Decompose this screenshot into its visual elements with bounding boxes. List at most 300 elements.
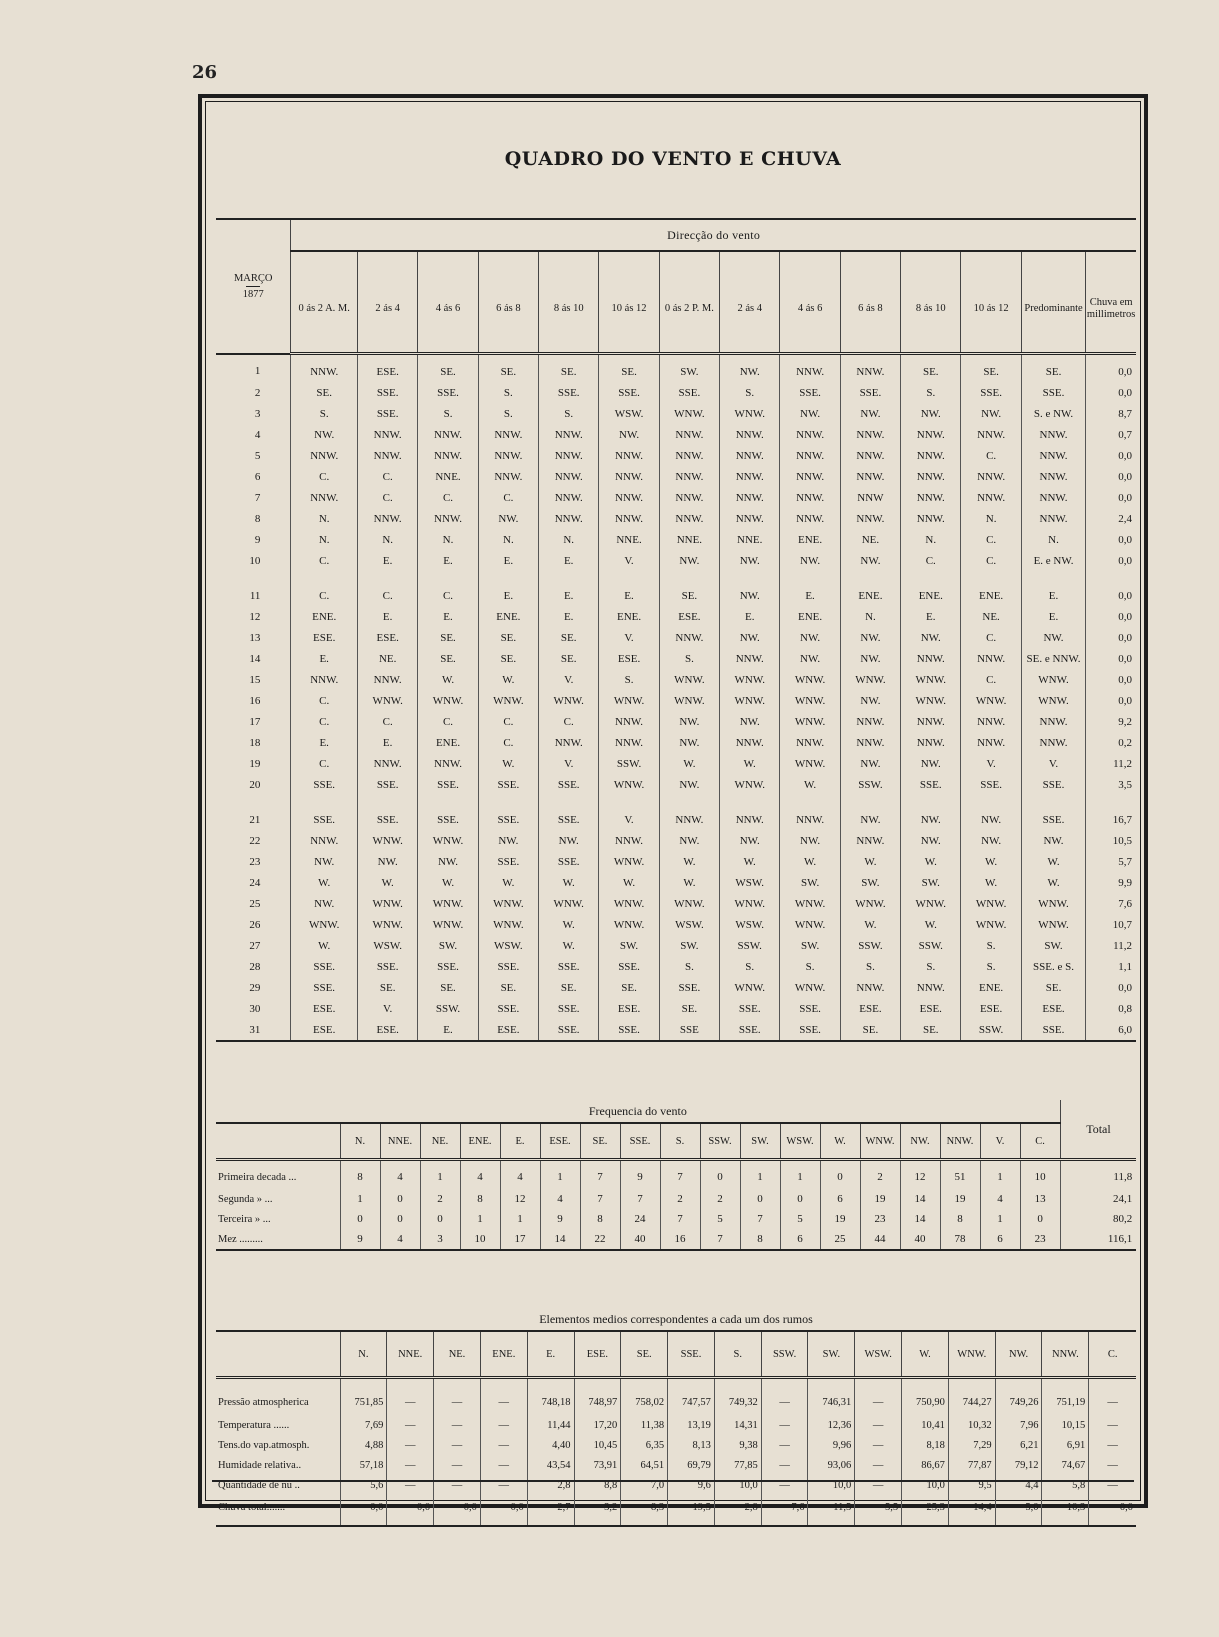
day-cell: 7 xyxy=(254,491,261,504)
frequency-column-header: NE. xyxy=(420,1123,460,1160)
direction-cell: NNW. xyxy=(659,424,719,445)
direction-cell: NW. xyxy=(780,648,840,669)
direction-cell: C. xyxy=(358,466,418,487)
rain-cell: 0,0 xyxy=(1086,354,1136,383)
frequency-cell: 4 xyxy=(380,1229,420,1250)
day-cell: 10 xyxy=(249,554,261,567)
table-row xyxy=(216,487,1136,508)
direction-cell: C. xyxy=(418,487,478,508)
frequency-cell: 51 xyxy=(940,1160,980,1190)
mean-cell: 6,91 xyxy=(1042,1435,1089,1455)
direction-cell: NNW. xyxy=(599,711,659,732)
mean-cell: 2,8 xyxy=(527,1475,574,1495)
direction-cell: NNW. xyxy=(901,711,961,732)
direction-cell: E. xyxy=(418,550,478,571)
mean-cell: — xyxy=(761,1415,808,1435)
direction-cell: SSW. xyxy=(418,998,478,1019)
direction-column-header: 10 ás 12 xyxy=(961,251,1021,354)
direction-cell: NNW. xyxy=(539,466,599,487)
direction-cell: V. xyxy=(599,627,659,648)
row-label: Pressão atmospherica xyxy=(218,1396,309,1408)
direction-cell: NW. xyxy=(901,403,961,424)
total-header: Total xyxy=(1060,1100,1136,1160)
mean-cell: 19,5 xyxy=(668,1495,715,1526)
frequency-cell: 1 xyxy=(780,1160,820,1190)
direction-cell: WNW. xyxy=(780,711,840,732)
rain-cell: 3,5 xyxy=(1086,774,1136,795)
direction-cell: NNW. xyxy=(358,508,418,529)
direction-cell: E. xyxy=(478,571,538,606)
frequency-cell: 0 xyxy=(700,1160,740,1190)
direction-cell: NNW. xyxy=(599,466,659,487)
mean-cell: — xyxy=(480,1415,527,1435)
direction-cell: SSE. xyxy=(720,998,780,1019)
frequency-cell: 0 xyxy=(380,1209,420,1229)
frequency-cell: 0 xyxy=(740,1189,780,1209)
direction-cell: NNW. xyxy=(418,508,478,529)
direction-cell: WNW. xyxy=(539,690,599,711)
direction-cell: NW. xyxy=(840,403,900,424)
direction-cell: S. xyxy=(599,669,659,690)
direction-cell: NNW. xyxy=(358,669,418,690)
direction-cell: NNW. xyxy=(840,424,900,445)
direction-cell: WNW. xyxy=(291,914,358,935)
direction-cell: SW. xyxy=(840,872,900,893)
mean-cell: 57,18 xyxy=(340,1455,387,1475)
direction-cell: WNW. xyxy=(599,851,659,872)
mean-cell: — xyxy=(434,1455,481,1475)
direction-cell: SSE. xyxy=(478,998,538,1019)
direction-cell: SSW. xyxy=(901,935,961,956)
mean-cell: 4,40 xyxy=(527,1435,574,1455)
direction-cell: NNW. xyxy=(539,508,599,529)
direction-cell: WNW. xyxy=(901,669,961,690)
direction-cell: SE. xyxy=(901,1019,961,1041)
direction-cell: SW. xyxy=(599,935,659,956)
direction-cell: SW. xyxy=(1021,935,1086,956)
direction-cell: NNW. xyxy=(1021,508,1086,529)
mean-column-header: WNW. xyxy=(948,1331,995,1378)
direction-cell: NNW. xyxy=(901,732,961,753)
direction-cell: C. xyxy=(539,711,599,732)
direction-cell: SSE. xyxy=(539,956,599,977)
frequency-cell: 19 xyxy=(820,1209,860,1229)
frequency-cell: 0 xyxy=(820,1160,860,1190)
direction-cell: NW. xyxy=(1021,627,1086,648)
mean-cell: 748,97 xyxy=(574,1378,621,1416)
direction-cell: NE. xyxy=(358,648,418,669)
mean-cell: 74,67 xyxy=(1042,1455,1089,1475)
direction-cell: SSE. xyxy=(961,382,1021,403)
direction-cell: NNW. xyxy=(780,487,840,508)
frequency-cell: 1 xyxy=(420,1160,460,1190)
direction-cell: ESE. xyxy=(358,1019,418,1041)
direction-cell: SE. xyxy=(659,998,719,1019)
direction-cell: SSE. xyxy=(1021,795,1086,830)
day-cell: 31 xyxy=(216,1019,291,1041)
direction-cell: ENE. xyxy=(291,606,358,627)
direction-cell: W. xyxy=(780,851,840,872)
direction-cell: SE. xyxy=(478,648,538,669)
frequency-cell: 0 xyxy=(780,1189,820,1209)
frequency-column-header: V. xyxy=(980,1123,1020,1160)
direction-column-header: 2 ás 4 xyxy=(720,251,780,354)
direction-cell: SSE. xyxy=(780,382,840,403)
direction-column-header: 4 ás 6 xyxy=(418,251,478,354)
mean-cell: 11,5 xyxy=(808,1495,855,1526)
table-row xyxy=(216,795,1136,830)
direction-cell: SSE. xyxy=(659,977,719,998)
table-row xyxy=(216,914,1136,935)
direction-cell: NNW. xyxy=(599,508,659,529)
direction-cell: W. xyxy=(418,872,478,893)
frequency-cell: 8 xyxy=(340,1160,380,1190)
total-cell: 80,2 xyxy=(1060,1209,1136,1229)
direction-cell: V. xyxy=(358,998,418,1019)
frequency-cell: 2 xyxy=(700,1189,740,1209)
direction-cell: W. xyxy=(720,753,780,774)
frequency-cell: 2 xyxy=(860,1160,900,1190)
row-label: Chuva total....... xyxy=(216,1495,340,1526)
mean-cell: 5,6 xyxy=(340,1475,387,1495)
page-title: QUADRO DO VENTO E CHUVA xyxy=(504,148,842,170)
month-label: MARÇO xyxy=(233,272,273,284)
direction-cell: V. xyxy=(539,669,599,690)
direction-cell: NNE. xyxy=(418,466,478,487)
direction-cell: NNW. xyxy=(901,648,961,669)
direction-cell: SSE. xyxy=(599,956,659,977)
mean-cell: 64,51 xyxy=(621,1455,668,1475)
direction-cell: ENE. xyxy=(780,529,840,550)
direction-cell: E. xyxy=(539,550,599,571)
mean-cell: — xyxy=(434,1475,481,1495)
frequency-cell: 44 xyxy=(860,1229,900,1250)
table-row xyxy=(216,1435,1136,1455)
direction-column-header: 0 ás 2 P. M. xyxy=(659,251,719,354)
mean-cell: 5,8 xyxy=(1042,1475,1089,1495)
direction-cell: NNW. xyxy=(418,424,478,445)
frequency-cell: 40 xyxy=(900,1229,940,1250)
direction-cell: ENE. xyxy=(599,606,659,627)
mean-cell: 7,96 xyxy=(995,1415,1042,1435)
table-row xyxy=(216,753,1136,774)
direction-cell: W. xyxy=(901,914,961,935)
direction-cell: SE. xyxy=(659,571,719,606)
mean-column-header: ESE. xyxy=(574,1331,621,1378)
frequency-cell: 6 xyxy=(820,1189,860,1209)
mean-cell: 8,8 xyxy=(574,1475,621,1495)
direction-cell: ESE. xyxy=(659,606,719,627)
mean-cell: 14,4 xyxy=(948,1495,995,1526)
mean-cell: 2,7 xyxy=(527,1495,574,1526)
direction-cell: S. xyxy=(780,956,840,977)
mean-cell: 77,85 xyxy=(714,1455,761,1475)
direction-cell: SE. xyxy=(1021,977,1086,998)
direction-column-header: 4 ás 6 xyxy=(780,251,840,354)
direction-cell: ESE. xyxy=(291,1019,358,1041)
rain-cell: 6,0 xyxy=(1086,1019,1136,1041)
row-label: Terceira » ... xyxy=(218,1213,271,1225)
direction-cell: C. xyxy=(961,669,1021,690)
direction-cell: S. xyxy=(478,382,538,403)
frequency-cell: 7 xyxy=(580,1189,620,1209)
direction-cell: SE. xyxy=(418,354,478,383)
direction-cell: E. xyxy=(539,571,599,606)
table-row xyxy=(216,1475,1136,1495)
mean-cell: 0,0 xyxy=(387,1495,434,1526)
direction-cell: C. xyxy=(291,753,358,774)
rain-cell: 0,0 xyxy=(1086,445,1136,466)
direction-cell: NW. xyxy=(901,830,961,851)
frequency-cell: 7 xyxy=(580,1160,620,1190)
direction-cell: W. xyxy=(1021,872,1086,893)
direction-cell: NNW. xyxy=(478,466,538,487)
direction-cell: NE. xyxy=(840,529,900,550)
direction-cell: E. xyxy=(599,571,659,606)
direction-cell: W. xyxy=(1021,851,1086,872)
table-row xyxy=(216,977,1136,998)
direction-cell: SSE. xyxy=(539,998,599,1019)
direction-cell: NW. xyxy=(840,627,900,648)
direction-cell: WNW. xyxy=(599,914,659,935)
mean-column-header: S. xyxy=(714,1331,761,1378)
direction-cell: SE. xyxy=(539,977,599,998)
direction-cell: NNW. xyxy=(901,445,961,466)
mean-cell: 79,12 xyxy=(995,1455,1042,1475)
direction-cell: WNW. xyxy=(478,690,538,711)
direction-cell: WNW. xyxy=(659,690,719,711)
frequency-cell: 1 xyxy=(980,1160,1020,1190)
table-frame xyxy=(198,94,1148,1513)
direction-cell: ESE. xyxy=(599,998,659,1019)
row-label: Quantidade de nu .. xyxy=(218,1479,300,1491)
mean-cell: — xyxy=(434,1435,481,1455)
row-label: Tens.do vap.atmosph. xyxy=(218,1439,310,1451)
mean-cell: 25,3 xyxy=(902,1495,949,1526)
direction-cell: NW. xyxy=(720,571,780,606)
direction-cell: WNW. xyxy=(599,893,659,914)
frequency-column-header: NNW. xyxy=(940,1123,980,1160)
direction-cell: NNW. xyxy=(720,445,780,466)
direction-cell: E. xyxy=(720,606,780,627)
direction-cell: SSE. xyxy=(418,774,478,795)
direction-cell: NNW. xyxy=(901,487,961,508)
direction-cell: N. xyxy=(291,529,358,550)
mean-elements-table xyxy=(216,1308,1136,1527)
month-divider xyxy=(246,286,260,287)
mean-cell: 10,15 xyxy=(1042,1415,1089,1435)
mean-column-header: WSW. xyxy=(855,1331,902,1378)
mean-cell: — xyxy=(480,1378,527,1416)
direction-cell: SSE. xyxy=(418,382,478,403)
direction-cell: SSE. xyxy=(539,774,599,795)
mean-column-header: NNW. xyxy=(1042,1331,1089,1378)
direction-cell: NNW. xyxy=(539,732,599,753)
rain-column-header: Chuva em millimetros xyxy=(1086,251,1136,354)
direction-cell: WSW. xyxy=(599,403,659,424)
table-row xyxy=(216,872,1136,893)
day-cell: 12 xyxy=(249,610,261,623)
table-row xyxy=(216,571,1136,606)
direction-cell: SE. xyxy=(418,627,478,648)
bottom-rule xyxy=(212,1480,1134,1482)
frequency-cell: 22 xyxy=(580,1229,620,1250)
table-row xyxy=(216,1160,1136,1190)
direction-cell: W. xyxy=(291,935,358,956)
direction-cell: WNW. xyxy=(1021,893,1086,914)
table-row xyxy=(216,354,1136,383)
direction-cell: NNW. xyxy=(720,487,780,508)
frequency-cell: 13 xyxy=(1020,1189,1060,1209)
direction-cell: S. e NW. xyxy=(1021,403,1086,424)
day-cell: 17 xyxy=(249,715,261,728)
direction-cell: N. xyxy=(291,508,358,529)
rain-cell: 11,2 xyxy=(1086,935,1136,956)
mean-cell: 11,44 xyxy=(527,1415,574,1435)
direction-cell: N. xyxy=(901,529,961,550)
direction-cell: WNW. xyxy=(1021,669,1086,690)
mean-cell: 10,0 xyxy=(902,1475,949,1495)
frequency-cell: 9 xyxy=(340,1229,380,1250)
frequency-column-header: ESE. xyxy=(540,1123,580,1160)
direction-cell: NW. xyxy=(780,403,840,424)
direction-cell: SE. xyxy=(418,977,478,998)
direction-cell: NNW. xyxy=(291,830,358,851)
mean-cell: 749,26 xyxy=(995,1378,1042,1416)
direction-cell: ESE. xyxy=(478,1019,538,1041)
direction-cell: NW. xyxy=(418,851,478,872)
direction-cell: NW. xyxy=(659,774,719,795)
mean-column-header: SW. xyxy=(808,1331,855,1378)
frequency-header: Frequencia do vento xyxy=(588,1103,687,1118)
mean-cell: 9,6 xyxy=(668,1475,715,1495)
mean-cell: — xyxy=(855,1435,902,1455)
direction-cell: SE. xyxy=(478,627,538,648)
mean-column-header: NW. xyxy=(995,1331,1042,1378)
day-cell: 23 xyxy=(249,855,261,868)
mean-cell: 0,0 xyxy=(434,1495,481,1526)
direction-cell: ESE. xyxy=(961,998,1021,1019)
frequency-cell: 16 xyxy=(660,1229,700,1250)
direction-cell: E. xyxy=(358,606,418,627)
table-row xyxy=(216,508,1136,529)
direction-cell: S. xyxy=(961,935,1021,956)
day-cell: 14 xyxy=(249,652,261,665)
mean-cell: 5,5 xyxy=(855,1495,902,1526)
mean-column-header: ENE. xyxy=(480,1331,527,1378)
direction-cell: WNW. xyxy=(659,403,719,424)
direction-cell: NNW. xyxy=(539,445,599,466)
rain-cell: 0,0 xyxy=(1086,627,1136,648)
day-cell: 28 xyxy=(249,960,261,973)
direction-cell: S. xyxy=(291,403,358,424)
direction-cell: SW. xyxy=(780,935,840,956)
mean-cell: 0,0 xyxy=(1089,1495,1136,1526)
direction-cell: ENE. xyxy=(961,571,1021,606)
mean-cell: — xyxy=(761,1435,808,1455)
direction-cell: S. xyxy=(961,956,1021,977)
day-cell: 18 xyxy=(249,736,261,749)
mean-cell: 751,85 xyxy=(340,1378,387,1416)
mean-cell: — xyxy=(855,1378,902,1416)
direction-cell: NNW. xyxy=(659,487,719,508)
direction-cell: SSE. xyxy=(358,774,418,795)
direction-cell: V. xyxy=(1021,753,1086,774)
direction-cell: SSE. xyxy=(539,1019,599,1041)
direction-cell: NNW. xyxy=(291,354,358,383)
rain-cell: 10,5 xyxy=(1086,830,1136,851)
mean-cell: 750,90 xyxy=(902,1378,949,1416)
direction-cell: SE. xyxy=(1021,354,1086,383)
mean-cell: — xyxy=(1089,1455,1136,1475)
mean-column-header: C. xyxy=(1089,1331,1136,1378)
direction-cell: WNW. xyxy=(1021,914,1086,935)
direction-cell: NW. xyxy=(720,711,780,732)
direction-cell: W. xyxy=(418,669,478,690)
direction-cell: NNW. xyxy=(1021,445,1086,466)
rain-cell: 0,0 xyxy=(1086,550,1136,571)
direction-column-header: 0 ás 2 A. M. xyxy=(291,251,358,354)
direction-cell: NW. xyxy=(901,753,961,774)
direction-cell: NW. xyxy=(1021,830,1086,851)
mean-cell: 7,0 xyxy=(621,1475,668,1495)
direction-cell: WNW. xyxy=(780,669,840,690)
mean-cell: 8,18 xyxy=(902,1435,949,1455)
direction-cell: SE. xyxy=(840,1019,900,1041)
direction-cell: SSE. xyxy=(291,795,358,830)
frequency-cell: 17 xyxy=(500,1229,540,1250)
direction-cell: NNW. xyxy=(291,487,358,508)
direction-cell: NW. xyxy=(659,830,719,851)
direction-cell: NW. xyxy=(291,851,358,872)
direction-cell: SSE. xyxy=(1021,1019,1086,1041)
direction-cell: NNE. xyxy=(659,529,719,550)
frequency-cell: 4 xyxy=(500,1160,540,1190)
mean-cell: — xyxy=(855,1475,902,1495)
frequency-cell: 0 xyxy=(380,1189,420,1209)
direction-column-header: 6 ás 8 xyxy=(478,251,538,354)
rain-cell: 0,8 xyxy=(1086,998,1136,1019)
direction-cell: SSE. xyxy=(478,774,538,795)
direction-cell: NNW. xyxy=(961,487,1021,508)
mean-cell: — xyxy=(387,1455,434,1475)
frequency-cell: 9 xyxy=(620,1160,660,1190)
direction-cell: W. xyxy=(720,851,780,872)
direction-cell: WNW. xyxy=(418,830,478,851)
row-label: Humidade relativa.. xyxy=(218,1459,302,1471)
frequency-cell: 6 xyxy=(980,1229,1020,1250)
rain-cell: 7,6 xyxy=(1086,893,1136,914)
direction-cell: W. xyxy=(659,851,719,872)
mean-cell: — xyxy=(761,1455,808,1475)
direction-cell: NW. xyxy=(840,795,900,830)
frequency-cell: 10 xyxy=(460,1229,500,1250)
direction-cell: WNW. xyxy=(539,893,599,914)
direction-cell: E. xyxy=(291,732,358,753)
direction-cell: C. xyxy=(358,487,418,508)
direction-cell: NW. xyxy=(961,795,1021,830)
frequency-cell: 23 xyxy=(1020,1229,1060,1250)
direction-cell: C. xyxy=(418,711,478,732)
direction-cell: WNW. xyxy=(780,914,840,935)
frequency-column-header: SW. xyxy=(740,1123,780,1160)
direction-cell: NW. xyxy=(720,627,780,648)
direction-cell: S. xyxy=(901,956,961,977)
direction-cell: NNE. xyxy=(599,529,659,550)
direction-cell: ENE. xyxy=(478,606,538,627)
direction-cell: ENE. xyxy=(901,571,961,606)
direction-cell: WNW. xyxy=(720,669,780,690)
